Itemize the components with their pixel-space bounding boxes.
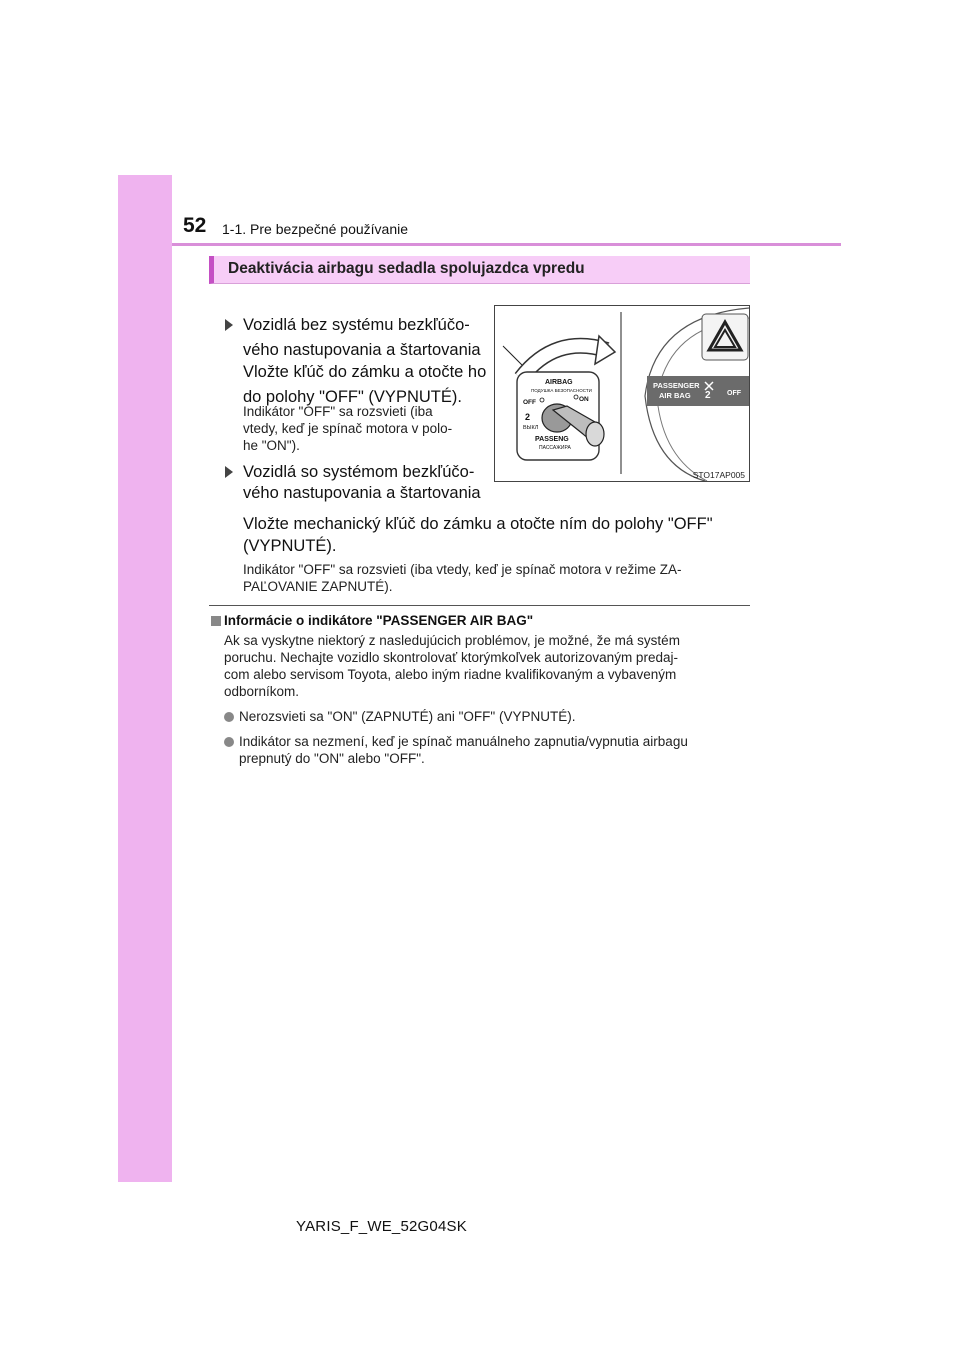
info-item-2-line1: Indikátor sa nezmení, keď je spínač manuálneho zapnutia/vypnutia airbagu <box>239 734 688 749</box>
bullet-2-instruction-line1: Vložte mechanický kľúč do zámku a otočte ním do polohy "OFF" <box>243 515 713 533</box>
info-item-1: Nerozsvieti sa "ON" (ZAPNUTÉ) ani "OFF" (VYPNUTÉ). <box>239 709 576 724</box>
info-item-2-line2: prepnutý do "ON" alebo "OFF". <box>239 751 425 766</box>
bullet-1-instruction-line1: Vložte kľúč do zámku a otočte ho <box>243 363 487 381</box>
section-title: Deaktivácia airbagu sedadla spolujazdca vpredu <box>228 260 585 277</box>
airbag-switch-illustration <box>494 305 750 482</box>
info-body-line1: Ak sa vyskytne niektorý z nasledujúcich problémov, je možné, že má systém <box>224 633 680 648</box>
bullet-1-instruction-line2: do polohy "OFF" (VYPNUTÉ). <box>243 388 462 406</box>
seat-icon-number: 2 <box>525 412 531 422</box>
switch-label-passenger: PASSENG <box>535 436 569 443</box>
round-bullet-icon <box>224 712 234 722</box>
info-body-line2: poruchu. Nechajte vozidlo skontrolovať ktorýmkoľvek autorizovaným predaj- <box>224 650 678 665</box>
switch-label-off: OFF <box>523 399 536 406</box>
switch-label-airbag: AIRBAG <box>545 379 573 386</box>
indicator-label-line1: PASSENGER <box>653 381 700 390</box>
switch-label-passenger-ru: ПАССАЖИРА <box>539 445 571 451</box>
info-body-line3: com alebo servisom Toyota, alebo iným riadne kvalifikovaným a vybaveným <box>224 667 677 682</box>
info-title: Informácie o indikátore "PASSENGER AIR BAG" <box>224 613 534 628</box>
round-bullet-icon <box>224 737 234 747</box>
indicator-seat-number: 2 <box>705 390 711 401</box>
switch-label-off-ru: ВЫКЛ <box>523 425 539 431</box>
switch-label-airbag-ru: ПОДУШКА БЕЗОПАСНОСТИ <box>531 388 592 393</box>
indicator-label-line2: AIR BAG <box>659 391 691 400</box>
bullet-1-note-line1: Indikátor "OFF" sa rozsvieti (iba <box>243 404 433 419</box>
bullet-triangle-icon <box>225 319 233 331</box>
bullet-2-heading-line1: Vozidlá so systémom bezkľúčo- <box>243 463 475 481</box>
switch-label-on: ON <box>579 396 589 403</box>
chapter-title: 1-1. Pre bezpečné používanie <box>222 221 409 237</box>
side-tab-band <box>118 175 172 1182</box>
bullet-1-heading-line1: Vozidlá bez systému bezkľúčo- <box>243 316 470 334</box>
figure-code: STO17AP005 <box>692 470 745 480</box>
bullet-1-note-line2: vtedy, keď je spínač motora v polo- <box>243 421 453 436</box>
bullet-2-note-line2: PAĽOVANIE ZAPNUTÉ). <box>243 579 393 594</box>
bullet-1-heading-line2: vého nastupovania a štartovania <box>243 341 481 359</box>
separator-rule <box>209 605 750 606</box>
page-number: 52 <box>183 214 207 237</box>
airbag-switch-drawing <box>495 306 749 481</box>
section-heading-bar <box>209 256 750 284</box>
bullet-triangle-icon <box>225 466 233 478</box>
document-code: YARIS_F_WE_52G04SK <box>296 1218 467 1235</box>
bullet-1-note-line3: he "ON"). <box>243 438 300 453</box>
square-bullet-icon <box>211 616 221 626</box>
bullet-2-note-line1: Indikátor "OFF" sa rozsvieti (iba vtedy, keď je spínač motora v režime ZA- <box>243 562 682 577</box>
bullet-2-instruction-line2: (VYPNUTÉ). <box>243 537 337 555</box>
bullet-2-heading-line2: vého nastupovania a štartovania <box>243 484 481 502</box>
indicator-off-label: OFF <box>727 390 741 397</box>
header-rule <box>172 243 841 246</box>
info-body-line4: odborníkom. <box>224 684 300 699</box>
